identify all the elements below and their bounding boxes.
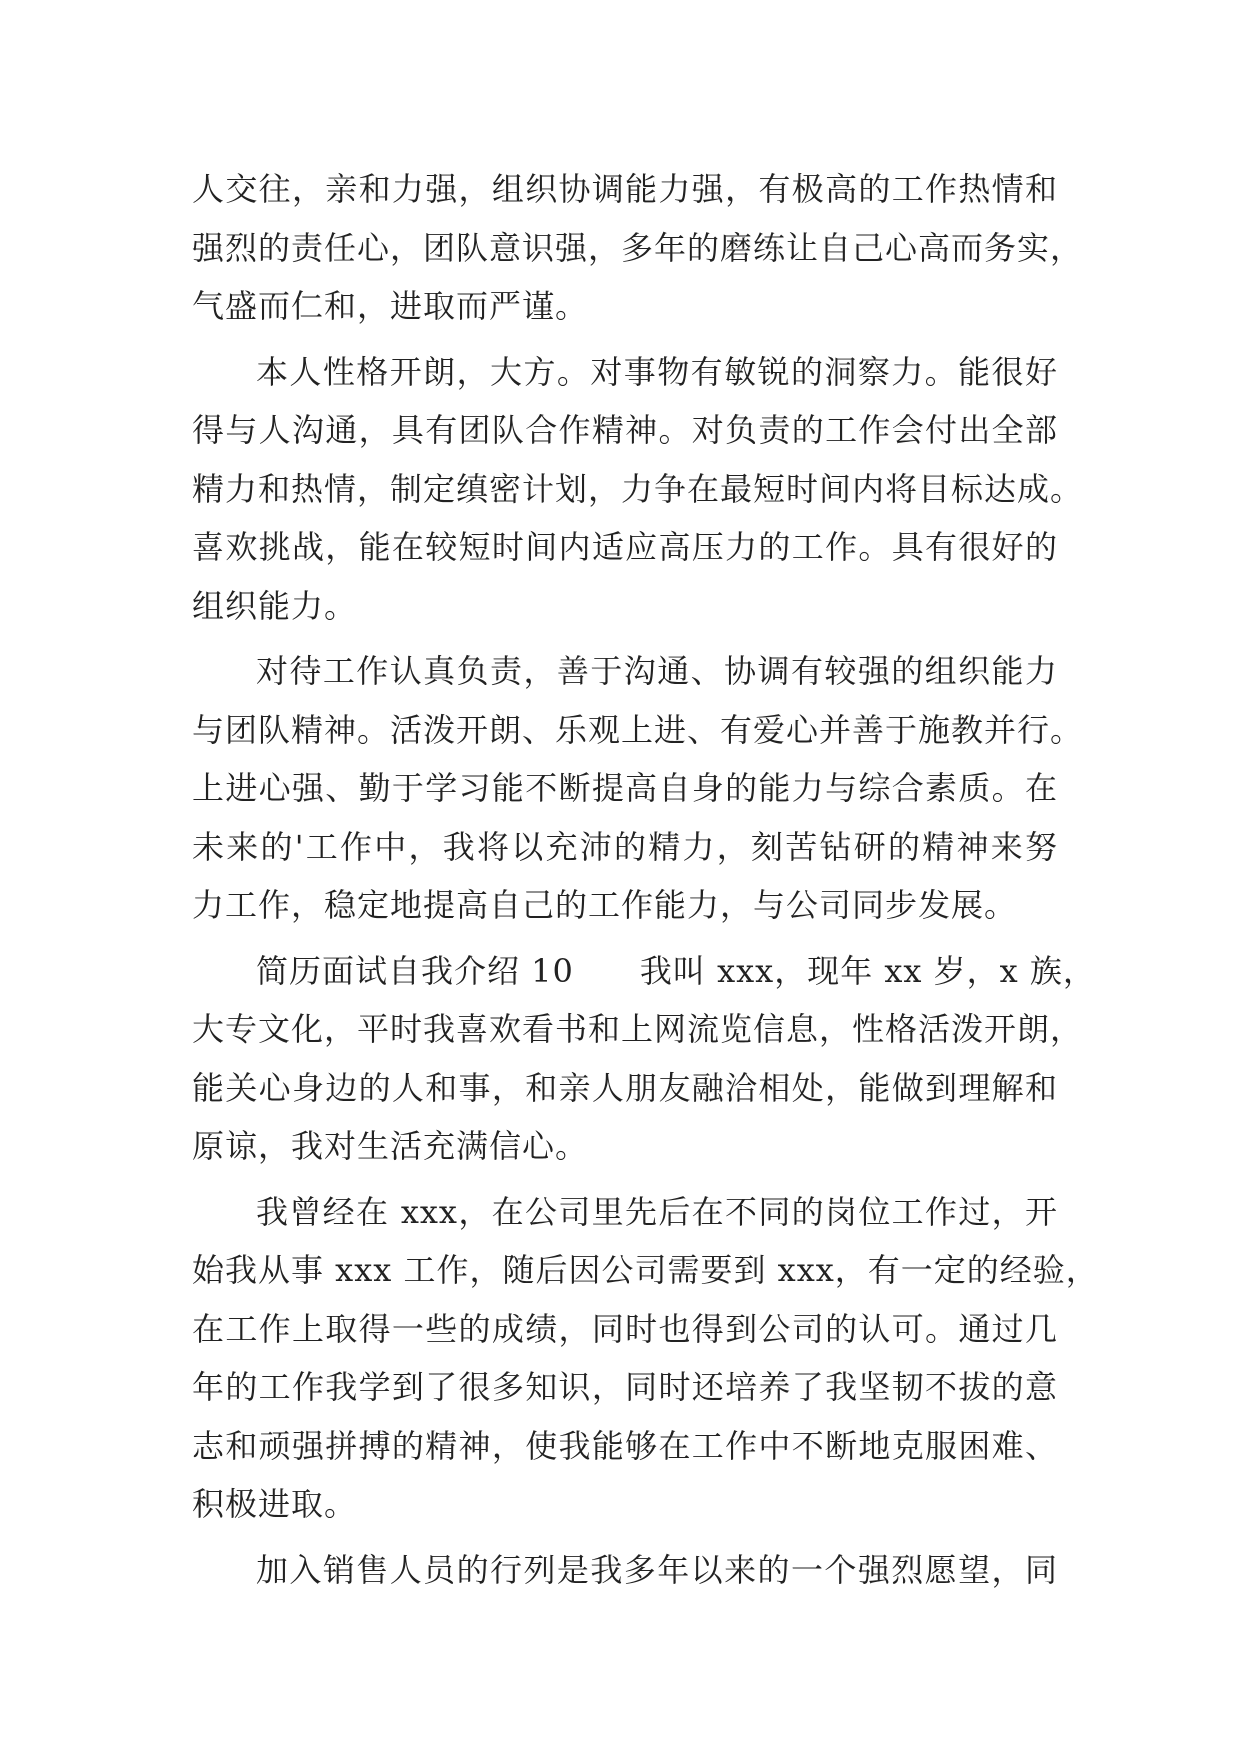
text-line: 对待工作认真负责，善于沟通、协调有较强的组织能力 xyxy=(256,652,1058,690)
text-line: 简历面试自我介绍 10 我叫 xxx，现年 xx 岁，x 族， xyxy=(256,951,1096,990)
text-line: 我曾经在 xxx，在公司里先后在不同的岗位工作过，开 xyxy=(256,1192,1058,1231)
text-line: 未来的'工作中，我将以充沛的精力，刻苦钻研的精神来努 xyxy=(192,827,1058,866)
text-line: 加入销售人员的行列是我多年以来的一个强烈愿望，同 xyxy=(256,1550,1058,1589)
text-line: 上进心强、勤于学习能不断提高自身的能力与综合素质。在 xyxy=(192,769,1058,807)
text-line: 年的工作我学到了很多知识，同时还培养了我坚韧不拔的意 xyxy=(192,1368,1058,1406)
text-line: 在工作上取得一些的成绩，同时也得到公司的认可。通过几 xyxy=(192,1309,1058,1348)
text-line: 喜欢挑战，能在较短时间内适应高压力的工作。具有很好的 xyxy=(192,528,1058,566)
paragraph xyxy=(192,942,1096,1176)
text-line: 积极进取。 xyxy=(192,1485,358,1523)
text-line: 与团队精神。活泼开朗、乐观上进、有爱心并善于施教并行。 xyxy=(192,710,1084,749)
text-line: 人交往，亲和力强，组织协调能力强，有极高的工作热情和 xyxy=(192,170,1058,208)
paragraph xyxy=(192,160,1084,336)
paragraph xyxy=(192,1183,1099,1534)
text-line: 得与人沟通，具有团队合作精神。对负责的工作会付出全部 xyxy=(192,411,1058,449)
document-body xyxy=(192,160,1099,1599)
paragraph xyxy=(192,343,1084,636)
paragraph xyxy=(192,642,1084,935)
text-line: 力工作，稳定地提高自己的工作能力，与公司同步发展。 xyxy=(192,886,1018,924)
text-line: 大专文化，平时我喜欢看书和上网流览信息，性格活泼开朗， xyxy=(192,1010,1084,1048)
text-line: 始我从事 xxx 工作，随后因公司需要到 xxx，有一定的经验， xyxy=(192,1251,1099,1289)
text-line: 精力和热情，制定缜密计划，力争在最短时间内将目标达成。 xyxy=(192,469,1084,508)
text-line: 志和顽强拼搏的精神，使我能够在工作中不断地克服困难、 xyxy=(192,1426,1058,1465)
paragraph xyxy=(192,1541,1058,1600)
text-line: 原谅，我对生活充满信心。 xyxy=(192,1127,589,1165)
text-line: 强烈的责任心，团队意识强，多年的磨练让自己心高而务实， xyxy=(192,228,1084,267)
text-line: 能关心身边的人和事，和亲人朋友融洽相处，能做到理解和 xyxy=(192,1068,1058,1107)
text-line: 本人性格开朗，大方。对事物有敏锐的洞察力。能很好 xyxy=(256,352,1058,391)
text-line: 组织能力。 xyxy=(192,586,358,625)
text-line: 气盛而仁和，进取而严谨。 xyxy=(192,287,589,325)
